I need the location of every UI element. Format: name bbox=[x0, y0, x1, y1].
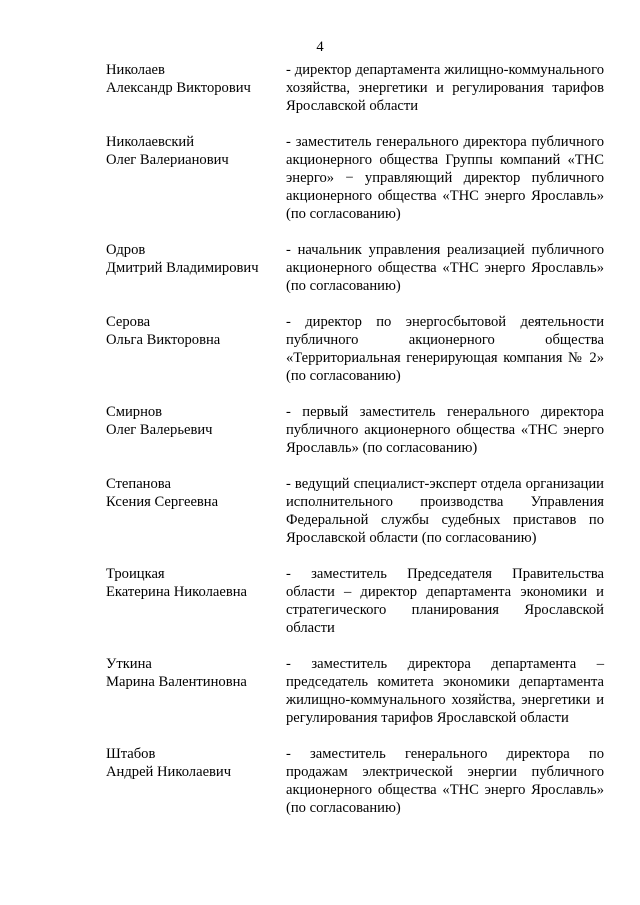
member-position: - директор департамента жилищно-коммунального хозяйства, энергетики и регулирования тарифов Ярославской области bbox=[286, 62, 604, 114]
member-surname: Уткина bbox=[106, 656, 152, 672]
committee-member-list bbox=[0, 61, 640, 835]
member-given-names: Ольга Викторовна bbox=[106, 332, 221, 348]
list-item bbox=[0, 133, 640, 223]
member-name bbox=[106, 133, 286, 223]
list-item bbox=[0, 313, 640, 385]
member-given-names: Александр Викторович bbox=[106, 80, 251, 96]
list-item bbox=[0, 61, 640, 115]
member-name bbox=[106, 403, 286, 457]
member-position: - заместитель генерального директора по продажам электрической энергии публичного акционерного общества «ТНС энерго Ярославль» (по согласованию) bbox=[286, 746, 604, 816]
member-surname: Степанова bbox=[106, 476, 171, 492]
member-position: - ведущий специалист-эксперт отдела организации исполнительного производства Управления Федеральной службы судебных приставов по Ярославской области (по согласованию) bbox=[286, 476, 604, 546]
member-position: - заместитель генерального директора публичного акционерного общества Группы компаний «ТНС энерго» − управляющий директор публичного акционерного общества «ТНС энерго Ярославль» (по согласованию) bbox=[286, 134, 604, 222]
member-given-names: Олег Валерианович bbox=[106, 152, 229, 168]
member-name bbox=[106, 745, 286, 817]
member-given-names: Дмитрий Владимирович bbox=[106, 260, 259, 276]
member-given-names: Екатерина Николаевна bbox=[106, 584, 247, 600]
member-name bbox=[106, 241, 286, 295]
member-given-names: Андрей Николаевич bbox=[106, 764, 232, 780]
member-position: - первый заместитель генерального директора публичного акционерного общества «ТНС энерго Ярославль» (по согласованию) bbox=[286, 404, 604, 456]
member-name bbox=[106, 313, 286, 385]
member-given-names: Ксения Сергеевна bbox=[106, 494, 219, 510]
member-given-names: Олег Валерьевич bbox=[106, 422, 213, 438]
member-name bbox=[106, 61, 286, 115]
member-name bbox=[106, 655, 286, 727]
member-position: - заместитель Председателя Правительства области – директор департамента экономики и стратегического планирования Ярославской области bbox=[286, 566, 604, 636]
member-position: - заместитель директора департамента – председатель комитета экономики департамента жилищно-коммунального хозяйства, энергетики и регулирования тарифов Ярославской области bbox=[286, 656, 604, 726]
list-item bbox=[0, 241, 640, 295]
list-item bbox=[0, 565, 640, 637]
member-position: - директор по энергосбытовой деятельности публичного акционерного общества «Территориальная генерирующая компания № 2» (по согласованию) bbox=[286, 314, 604, 384]
member-surname: Николаевский bbox=[106, 134, 195, 150]
list-item bbox=[0, 745, 640, 817]
member-surname: Штабов bbox=[106, 746, 156, 762]
page-number: 4 bbox=[316, 39, 324, 55]
member-surname: Одров bbox=[106, 242, 146, 258]
list-item bbox=[0, 475, 640, 547]
list-item bbox=[0, 655, 640, 727]
member-name bbox=[106, 565, 286, 637]
member-given-names: Марина Валентиновна bbox=[106, 674, 247, 690]
member-surname: Троицкая bbox=[106, 566, 165, 582]
member-surname: Николаев bbox=[106, 62, 165, 78]
list-item bbox=[0, 403, 640, 457]
member-position: - начальник управления реализацией публичного акционерного общества «ТНС энерго Ярославль» (по согласованию) bbox=[286, 242, 604, 294]
member-name bbox=[106, 475, 286, 547]
member-surname: Смирнов bbox=[106, 404, 163, 420]
member-surname: Серова bbox=[106, 314, 151, 330]
